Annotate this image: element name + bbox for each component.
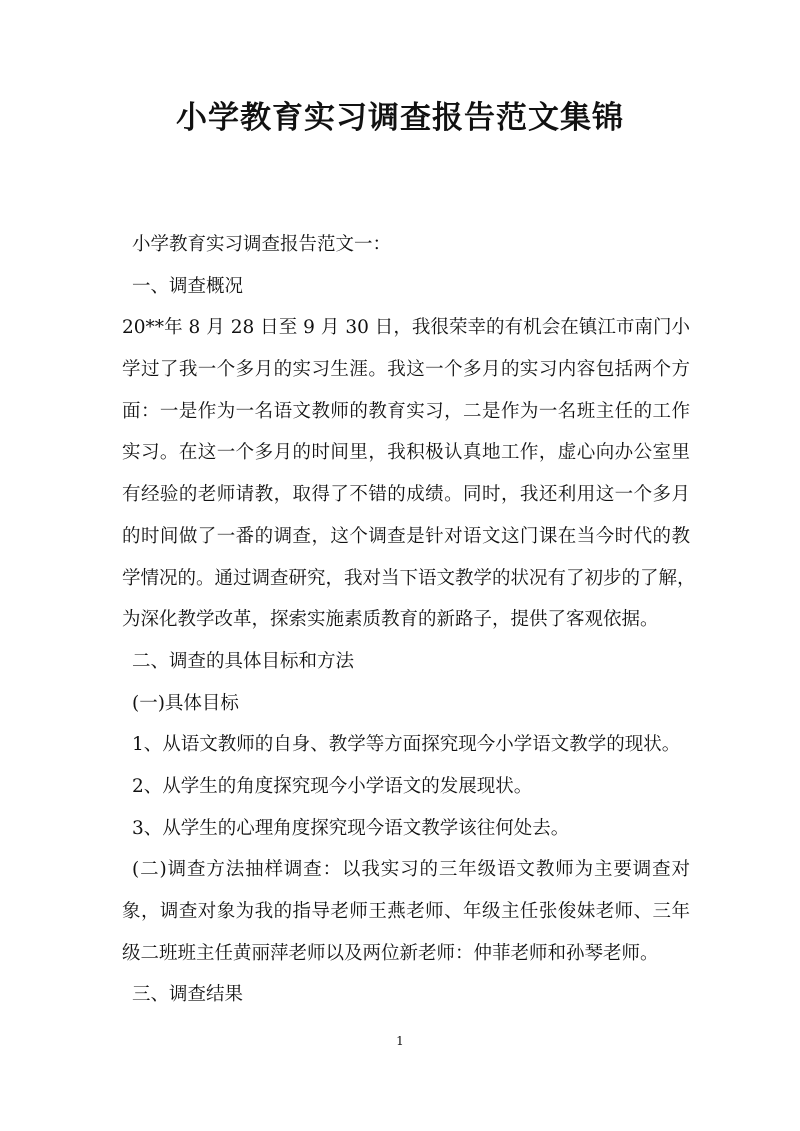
body-line: 的时间做了一番的调查，这个调查是针对语文这门课在当今时代的教 xyxy=(122,525,690,547)
body-line: 一、调查概况 xyxy=(132,275,244,297)
body-line: 象，调查对象为我的指导老师王燕老师、年级主任张俊妹老师、三年 xyxy=(122,901,690,922)
body-line: 3、从学生的心理角度探究现今语文教学该往何处去。 xyxy=(132,817,570,839)
body-line: 学情况的。通过调查研究，我对当下语文教学的状况有了初步的了解， xyxy=(122,567,696,589)
body-line: 面：一是作为一名语文教师的教育实习，二是作为一名班主任的工作 xyxy=(122,400,690,422)
body-line: 实习。在这一个多月的时间里，我积极认真地工作，虚心向办公室里 xyxy=(122,442,690,464)
body-line: (一)具体目标 xyxy=(132,692,239,714)
body-line: 2、从学生的角度探究现今小学语文的发展现状。 xyxy=(132,775,533,797)
document-title: 小学教育实习调查报告范文集锦 xyxy=(176,100,624,136)
page-number: 1 xyxy=(396,1034,404,1048)
body-line: 有经验的老师请教，取得了不错的成绩。同时，我还利用这一个多月 xyxy=(122,484,690,506)
body-line: 级二班班主任黄丽萍老师以及两位新老师：仲菲老师和孙琴老师。 xyxy=(122,942,659,964)
body-line: 为深化教学改革，探索实施素质教育的新路子，提供了客观依据。 xyxy=(122,609,659,631)
body-line: 二、调查的具体目标和方法 xyxy=(132,650,355,672)
body-line: 学过了我一个多月的实习生涯。我这一个多月的实习内容包括两个方 xyxy=(122,359,690,381)
body-line: 三、调查结果 xyxy=(132,984,244,1006)
body-line: 小学教育实习调查报告范文一： xyxy=(132,234,392,255)
body-line: (二)调查方法抽样调查：以我实习的三年级语文教师为主要调查对 xyxy=(132,859,690,881)
body-line: 20**年 8 月 28 日至 9 月 30 日，我很荣幸的有机会在镇江市南门小 xyxy=(122,317,690,339)
document-body xyxy=(122,224,696,1016)
body-line: 1、从语文教师的自身、教学等方面探究现今小学语文教学的现状。 xyxy=(132,734,681,756)
